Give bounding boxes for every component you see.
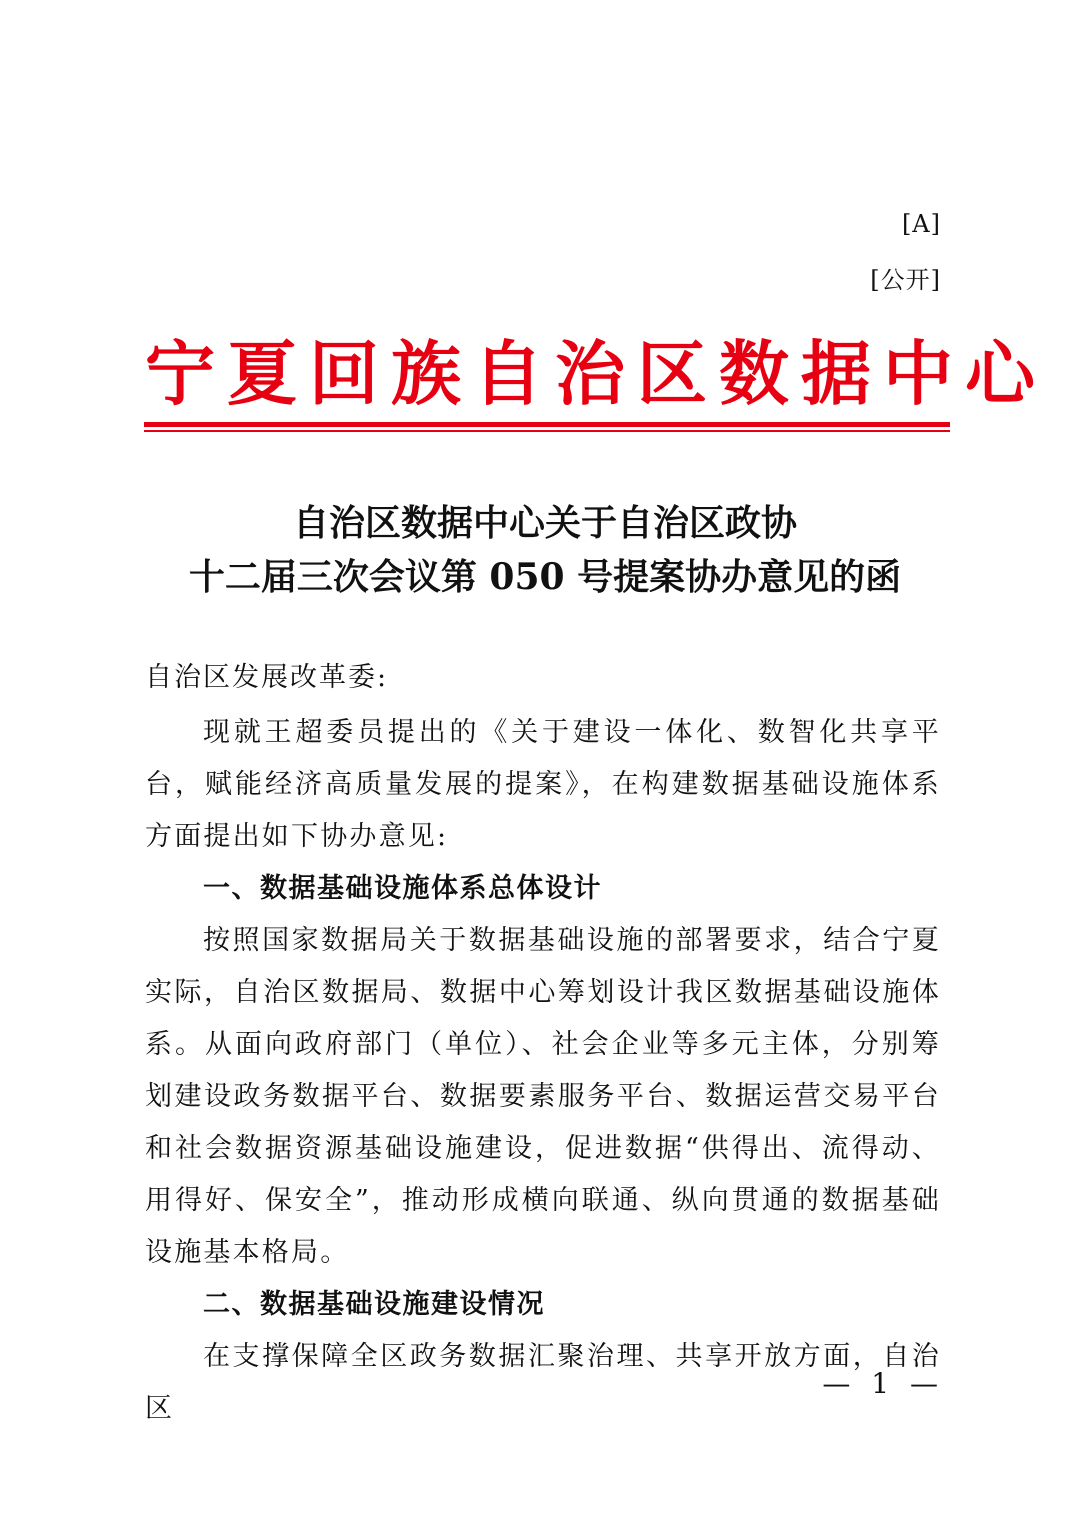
section-heading: 二、数据基础设施建设情况 [203, 1289, 545, 1320]
page-number: — 1 — [822, 1367, 944, 1400]
document-body [145, 707, 941, 1435]
addressee: 自治区发展改革委: [145, 662, 389, 693]
disclosure-type: [公开] [870, 266, 941, 294]
body-paragraph: 现就王超委员提出的《关于建设一体化、数智化共享平台，赋能经济高质量发展的提案》，在构建数据基础设施体系方面提出如下协办意见: [145, 717, 941, 852]
document-title-line-1: 自治区数据中心关于自治区政协 [292, 502, 797, 544]
body-paragraph: 在支撑保障全区政务数据汇聚治理、共享开放方面，自治区 [145, 1341, 941, 1424]
section-heading: 一、数据基础设施体系总体设计 [203, 873, 602, 904]
red-header-rule [144, 422, 950, 427]
body-paragraph: 按照国家数据局关于数据基础设施的部署要求，结合宁夏实际，自治区数据局、数据中心筹划设计我区数据基础设施体系。从面向政府部门（单位）、社会企业等多元主体，分别筹划建设政务数据平台、数据要素服务平台、数据运营交易平台和社会数据资源基础设施建设，促进数据“供得出、流得动、用得好、保安全”，推动形成横向联通、纵向贯通的数据基础设施基本格局。 [145, 925, 941, 1268]
classification-level: [A] [901, 210, 941, 238]
red-header-rule-thin [144, 430, 950, 432]
document-title-line-2: 十二届三次会议第 050 号提案协办意见的函 [188, 556, 902, 598]
issuing-organization: 宁夏回族自治区数据中心 [145, 332, 1047, 415]
